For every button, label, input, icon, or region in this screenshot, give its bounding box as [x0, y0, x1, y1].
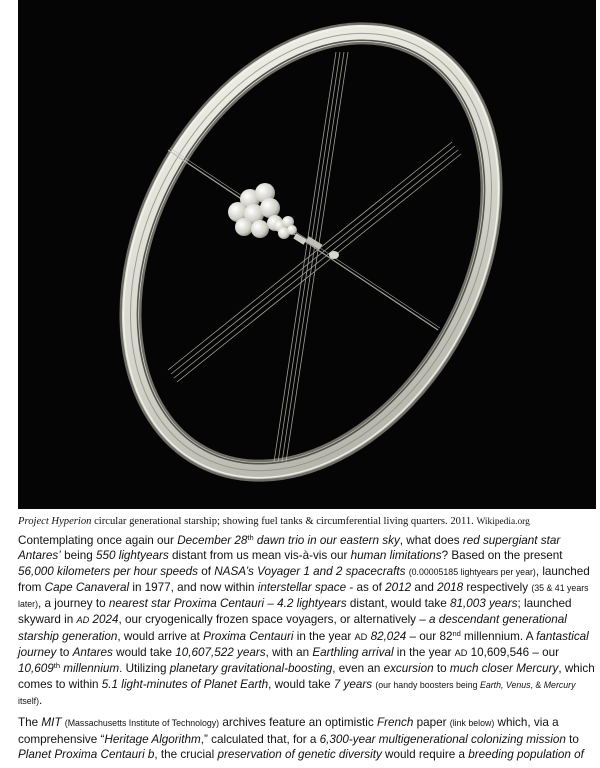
text-run: December 28: [177, 534, 248, 547]
caption-title: Project Hyperion: [18, 516, 92, 527]
text-run: (our handy boosters being: [375, 679, 480, 690]
text-run: , a journey to: [38, 597, 109, 611]
text-run: . Utilizing: [119, 662, 170, 676]
text-run: 56,000 kilometers per hour speeds: [18, 564, 198, 578]
text-run: Earthling arrival: [312, 646, 394, 660]
text-run: 6,300-year multigenerational colonizing mission: [319, 732, 566, 746]
text-run: , would take: [268, 677, 334, 691]
text-run: dawn trio in our eastern sky: [253, 534, 400, 547]
text-run: Planet Proxima Centauri b: [18, 747, 155, 761]
text-run: NASA’s Voyager 1 and 2 spacecrafts: [214, 564, 406, 578]
paragraph-1: [18, 533, 596, 709]
text-run: , &: [530, 679, 544, 690]
text-run: to: [433, 662, 450, 676]
text-run: Earth, Venus: [479, 679, 531, 690]
text-run: 10,607,522 years: [175, 646, 266, 660]
text-run: 2012: [385, 580, 412, 594]
text-run: millennium. A: [460, 629, 537, 643]
text-run: (Massachusetts Institute of Technology): [64, 718, 220, 729]
text-run: distant, would take: [346, 597, 450, 611]
text-run: th: [247, 533, 254, 542]
text-run: to: [56, 646, 73, 660]
text-run: Heritage Algorithm: [104, 732, 201, 746]
text-run: , even an: [332, 662, 384, 676]
text-run: red supergiant star Antares’: [18, 534, 561, 563]
text-run: Antares: [72, 646, 113, 660]
text-run: ; launched skyward in: [18, 597, 572, 627]
text-run: – our 82: [406, 629, 453, 643]
text-run: , with an: [265, 646, 313, 660]
text-run: to: [565, 732, 579, 746]
text-run: of: [197, 564, 215, 578]
text-run: th: [53, 661, 61, 671]
text-run: , would arrive at: [117, 629, 204, 643]
text-run: - as of: [346, 580, 386, 594]
paragraph-2: [18, 715, 596, 762]
text-run: 10,609: [18, 662, 54, 676]
text-run: in the year: [293, 629, 355, 643]
text-run: fantastical journey: [18, 629, 589, 660]
figure-caption: [18, 515, 596, 529]
text-run: in 1977, and now within: [129, 580, 258, 594]
text-run: much closer Mercury: [449, 662, 559, 676]
text-run: respectively: [463, 580, 532, 594]
text-run: 5.1 light-minutes of Planet Earth: [101, 677, 269, 691]
text-run: 7 years: [333, 677, 373, 691]
text-run: MIT: [41, 716, 62, 730]
text-run: , the crucial: [154, 747, 218, 761]
text-run: preservation of genetic diversity: [217, 747, 382, 761]
text-run: ? Based on the present: [441, 549, 563, 563]
text-run: AD: [76, 615, 90, 626]
text-run: itself): [18, 695, 40, 706]
text-run: archives feature an optimistic: [219, 716, 377, 730]
text-run: which, via a comprehensive “: [18, 716, 559, 746]
caption-source: Wikipedia.org: [476, 517, 530, 527]
text-run: , what does: [399, 534, 463, 547]
text-run: 82,024: [370, 629, 407, 643]
text-run: excursion: [383, 662, 434, 676]
text-run: .: [39, 693, 43, 707]
text-run: nearest star Proxima Centauri – 4.2 lightyears: [108, 597, 347, 611]
text-run: (35 & 41 years later): [18, 582, 589, 610]
text-run: being: [60, 549, 96, 563]
text-run: Mercury: [543, 679, 576, 690]
text-run: French: [376, 716, 414, 730]
text-run: AD: [454, 648, 468, 659]
text-run: would take: [112, 646, 176, 660]
text-run: paper: [413, 716, 450, 730]
text-run: , which comes to within: [18, 662, 595, 691]
text-run: in the year: [393, 646, 455, 660]
text-run: 2024: [92, 613, 119, 627]
text-run: interstellar space: [257, 580, 347, 594]
text-run: millennium: [60, 662, 120, 676]
text-run: Contemplating once again our: [18, 534, 178, 547]
starship-ring-illustration: [18, 0, 596, 509]
ring: [49, 0, 574, 509]
text-run: human limitations: [350, 549, 442, 563]
text-run: breeding population of: [468, 747, 584, 761]
article-body: [18, 533, 596, 768]
text-run: distant from us mean vis-à-vis our: [168, 549, 351, 563]
text-run: 550 lightyears: [95, 549, 169, 563]
text-run: 10,609,546 – our: [467, 646, 560, 660]
text-run: Proxima Centauri: [203, 629, 294, 643]
text-run: , our cryogenically frozen space voyagers, or alternatively –: [118, 613, 430, 627]
text-run: 81,003 years: [449, 597, 518, 611]
text-run: nd: [452, 628, 461, 638]
caption-text: circular generational starship; showing fuel tanks & circumferential living quarters. 2011.: [91, 516, 477, 527]
paper-link: (link below): [449, 718, 495, 729]
text-run: would require a: [381, 747, 469, 761]
text-run: and: [411, 580, 438, 594]
text-run: , launched from: [18, 564, 590, 594]
text-run: The: [18, 716, 42, 730]
text-run: 2018: [437, 580, 464, 594]
text-run: a descendant generational starship generation: [18, 613, 567, 643]
text-run: Cape Canaveral: [44, 580, 130, 594]
text-run: planetary gravitational-boosting: [169, 662, 333, 676]
text-run: (0.00005185 lightyears per year): [408, 566, 536, 577]
starship-figure: [18, 0, 596, 509]
text-run: ,” calculated that, for a: [200, 732, 320, 746]
text-run: AD: [354, 631, 368, 642]
